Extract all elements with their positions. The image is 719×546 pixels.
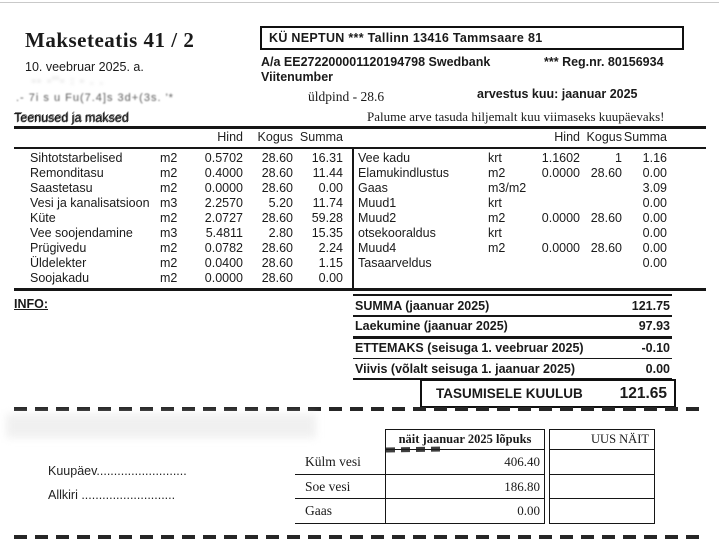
summary-row	[353, 339, 672, 358]
reading-label: Gaas	[295, 499, 385, 524]
summary-label: Laekumine (jaanuar 2025)	[355, 319, 508, 333]
service-qty: 28.60	[261, 211, 293, 225]
summary-value: 121.75	[631, 298, 670, 313]
service-price: 0.0000	[541, 241, 580, 255]
summary-label: Viivis (võlalt seisuga 1. jaanuar 2025)	[355, 361, 576, 376]
col-header-hind: Hind	[554, 130, 580, 144]
service-price: 2.0727	[204, 211, 243, 225]
right-table-header	[358, 130, 667, 145]
service-unit: krt	[488, 226, 502, 240]
cut-line-bottom	[14, 535, 706, 539]
col-header-summa: Summa	[623, 130, 667, 144]
summary-label: SUMMA (jaanuar 2025)	[355, 298, 490, 313]
bank-account-line: A/a EE272200001120194798 Swedbank	[261, 55, 491, 69]
summary-row	[353, 317, 672, 336]
reading-label: Külm vesi	[295, 450, 385, 475]
summary-label: ETTEMAKS (seisuga 1. veebruar 2025)	[355, 341, 584, 355]
page-title: Makseteatis 41 / 2	[25, 28, 195, 52]
service-sum: 16.31	[311, 151, 343, 165]
service-unit: krt	[488, 151, 502, 165]
scan-artifact	[386, 446, 444, 452]
reading-new-value-cell	[549, 475, 655, 500]
service-sum: 0.00	[642, 226, 667, 240]
service-unit: m2	[160, 241, 178, 255]
service-price: 0.4000	[204, 166, 243, 180]
signature-date-line: Kuupäev..........................	[48, 464, 187, 478]
service-sum: 3.09	[642, 181, 667, 195]
service-unit: m3	[160, 226, 178, 240]
amount-due-value: 121.65	[619, 384, 667, 402]
divider-bottom	[14, 288, 706, 291]
service-price	[528, 226, 580, 241]
redacted-address: .- 7i s u Fu(7.4]s 3d+(3s. '*	[16, 92, 174, 104]
service-unit: m2	[160, 271, 178, 285]
service-sum: 0.00	[642, 166, 667, 180]
service-price: 5.4811	[205, 226, 243, 240]
reference-number-label: Viitenumber	[261, 70, 334, 84]
service-unit: m3/m2	[488, 181, 527, 195]
scan-edge-top	[0, 2, 719, 3]
service-qty	[580, 256, 622, 271]
service-price: 0.0000	[204, 271, 243, 285]
payment-notice-text: Palume arve tasuda hiljemalt kuu viimaseks kuupäevaks!	[367, 109, 665, 124]
summary-table	[353, 294, 672, 380]
total-area: üldpind - 28.6	[308, 89, 385, 104]
summary-value: -0.10	[641, 341, 670, 355]
service-qty: 28.60	[261, 256, 293, 270]
service-unit: m2	[160, 256, 178, 270]
service-price: 0.0400	[204, 256, 243, 270]
service-name: Saastetasu	[30, 181, 93, 195]
reading-label: Soe vesi	[295, 475, 385, 500]
service-qty: 28.60	[261, 271, 293, 285]
service-name: Remonditasu	[30, 166, 104, 180]
divider-vertical	[352, 147, 354, 290]
service-name: Muud4	[358, 241, 397, 255]
service-qty	[580, 181, 622, 196]
billing-period: arvestus kuu: jaanuar 2025	[477, 87, 638, 101]
service-price	[528, 196, 580, 211]
service-sum: 0.00	[318, 271, 343, 285]
service-sum: 1.15	[318, 256, 343, 270]
service-qty: 28.60	[590, 166, 622, 180]
meter-readings-table	[295, 429, 655, 524]
service-unit	[488, 256, 528, 271]
reading-prev-value: 186.80	[385, 475, 545, 500]
service-price: 0.0782	[204, 241, 243, 255]
signature-line: Allkiri ...........................	[48, 488, 176, 502]
service-name: Soojakadu	[30, 271, 90, 285]
col-header-hind: Hind	[217, 130, 243, 144]
service-price	[528, 181, 580, 196]
col-header-summa: Summa	[299, 130, 343, 144]
service-qty: 1	[615, 151, 622, 165]
service-qty	[580, 196, 622, 211]
service-unit: m3	[160, 196, 178, 210]
services-section-title: Teenused ja maksed	[14, 111, 129, 125]
col-header-kogus: Kogus	[257, 130, 293, 144]
service-sum: 0.00	[642, 211, 667, 225]
service-price: 2.2570	[204, 196, 243, 210]
service-unit: m2	[488, 166, 506, 180]
service-name: Vee kadu	[358, 151, 411, 165]
association-name-box: KÜ NEPTUN *** Tallinn 13416 Tammsaare 81	[260, 26, 684, 50]
service-qty: 28.60	[261, 181, 293, 195]
service-sum: 15.35	[311, 226, 343, 240]
amount-due-label: TASUMISELE KUULUB	[436, 386, 583, 401]
service-price: 1.1602	[541, 151, 580, 165]
service-sum: 11.74	[312, 196, 343, 210]
summary-row	[353, 296, 672, 315]
document-date: 10. veebruar 2025. a.	[25, 60, 144, 74]
service-price: 0.0000	[204, 181, 243, 195]
readings-new-header: UUS NÄIT	[549, 429, 655, 450]
service-qty: 28.60	[261, 241, 293, 255]
registry-number: *** Reg.nr. 80156934	[544, 55, 664, 69]
service-sum: 0.00	[642, 256, 667, 270]
service-unit: m2	[488, 241, 506, 255]
service-unit: krt	[488, 196, 502, 210]
service-name: Gaas	[358, 181, 388, 195]
service-unit: m2	[488, 211, 506, 225]
divider-under-headers	[14, 147, 706, 149]
reading-prev-value: 0.00	[385, 499, 545, 524]
service-price: 0.0000	[541, 211, 580, 225]
service-unit: m2	[160, 181, 178, 195]
service-unit: m2	[160, 151, 178, 165]
col-header-kogus: Kogus	[586, 130, 622, 144]
service-name: Elamukindlustus	[358, 166, 450, 180]
summary-value: 97.93	[638, 319, 670, 333]
service-qty: 28.60	[261, 151, 293, 165]
service-qty: 28.60	[590, 211, 622, 225]
service-sum: 0.00	[642, 241, 667, 255]
service-qty: 2.80	[268, 226, 293, 240]
summary-row	[353, 359, 672, 378]
cut-line-top	[14, 407, 704, 411]
left-services-table	[14, 151, 343, 286]
reading-new-value-cell	[549, 450, 655, 475]
divider-top	[14, 126, 706, 129]
service-name: Sihtotstarbelised	[30, 151, 123, 165]
redacted-name: -- -''- : - . .	[32, 76, 105, 87]
service-qty: 28.60	[590, 241, 622, 255]
service-name: Vee soojendamine	[30, 226, 133, 240]
service-price	[528, 256, 580, 271]
scan-smudge	[6, 414, 316, 438]
service-name: Tasaarveldus	[358, 256, 432, 270]
service-sum: 0.00	[642, 196, 667, 210]
amount-due-box	[420, 379, 676, 408]
service-name: Prügivedu	[30, 241, 87, 255]
service-name: otsekooraldus	[358, 226, 436, 240]
reading-new-value-cell	[549, 499, 655, 524]
service-name: Vesi ja kanalisatsioon	[30, 196, 150, 210]
left-table-header	[14, 130, 343, 145]
service-sum: 11.44	[312, 166, 343, 180]
service-qty	[580, 226, 622, 241]
service-name: Muud2	[358, 211, 397, 225]
service-sum: 0.00	[318, 181, 343, 195]
service-qty: 5.20	[268, 196, 293, 210]
service-price: 0.0000	[541, 166, 580, 180]
summary-value: 0.00	[645, 361, 670, 376]
service-unit: m2	[160, 166, 178, 180]
info-label: INFO:	[14, 297, 49, 311]
service-sum: 2.24	[318, 241, 343, 255]
service-name: Muud1	[358, 196, 397, 210]
service-unit: m2	[160, 211, 178, 225]
service-price: 0.5702	[204, 151, 243, 165]
service-name: Üldelekter	[30, 256, 87, 270]
service-sum: 59.28	[311, 211, 343, 225]
service-name: Küte	[30, 211, 56, 225]
service-sum: 1.16	[642, 151, 667, 165]
right-services-table	[358, 151, 667, 271]
reading-prev-value: 406.40	[385, 450, 545, 475]
service-qty: 28.60	[261, 166, 293, 180]
readings-prev-header: näit jaanuar 2025 lõpuks	[385, 429, 545, 450]
